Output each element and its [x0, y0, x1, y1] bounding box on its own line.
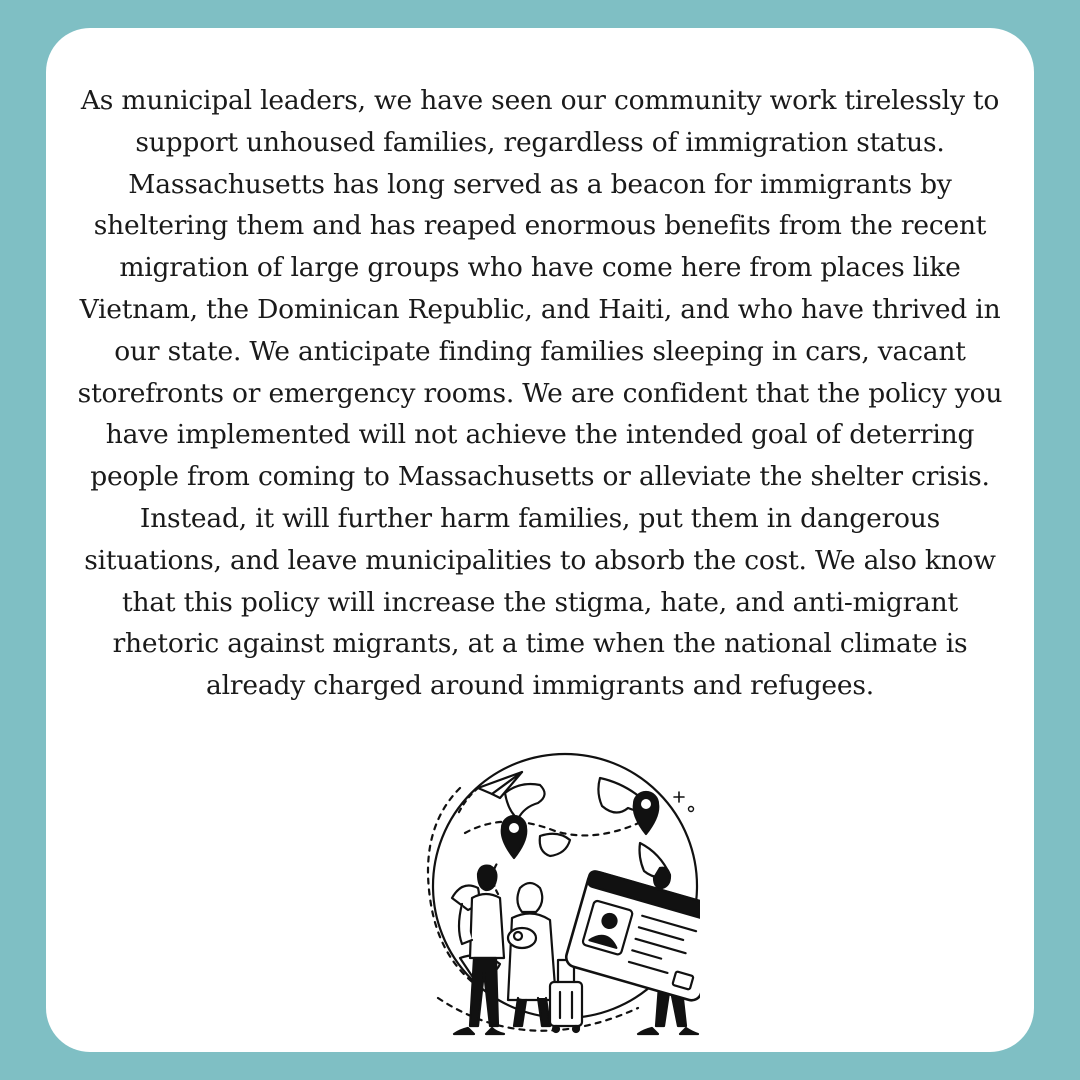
statement-text: As municipal leaders, we have seen our community work tirelessly to support unhoused families, regardless of immigration status. Massachusetts has long served as a beacon for immigrants by sheltering them and has reaped enormous benefits from the recent migration of large groups who have come here from places like Vietnam, the Dominican Republic, and Haiti, and who have thrived in our state. We anticipate finding families sleeping in cars, vacant storefronts or emergency rooms. We are confident that the policy you have implemented will not achieve the intended goal of deterring people from coming to Massachusetts or alleviate the shelter crisis. Instead, it will further harm families, put them in dangerous situations, and leave municipalities to absorb the cost. We also know that this policy will increase the stigma, hate, and anti-migrant rhetoric against migrants, at a time when the national climate is already charged around immigrants and refugees. — [77, 85, 1003, 702]
statement-card — [46, 28, 1034, 1052]
migration-illustration — [390, 748, 700, 1038]
sparkle-icon — [674, 792, 694, 812]
